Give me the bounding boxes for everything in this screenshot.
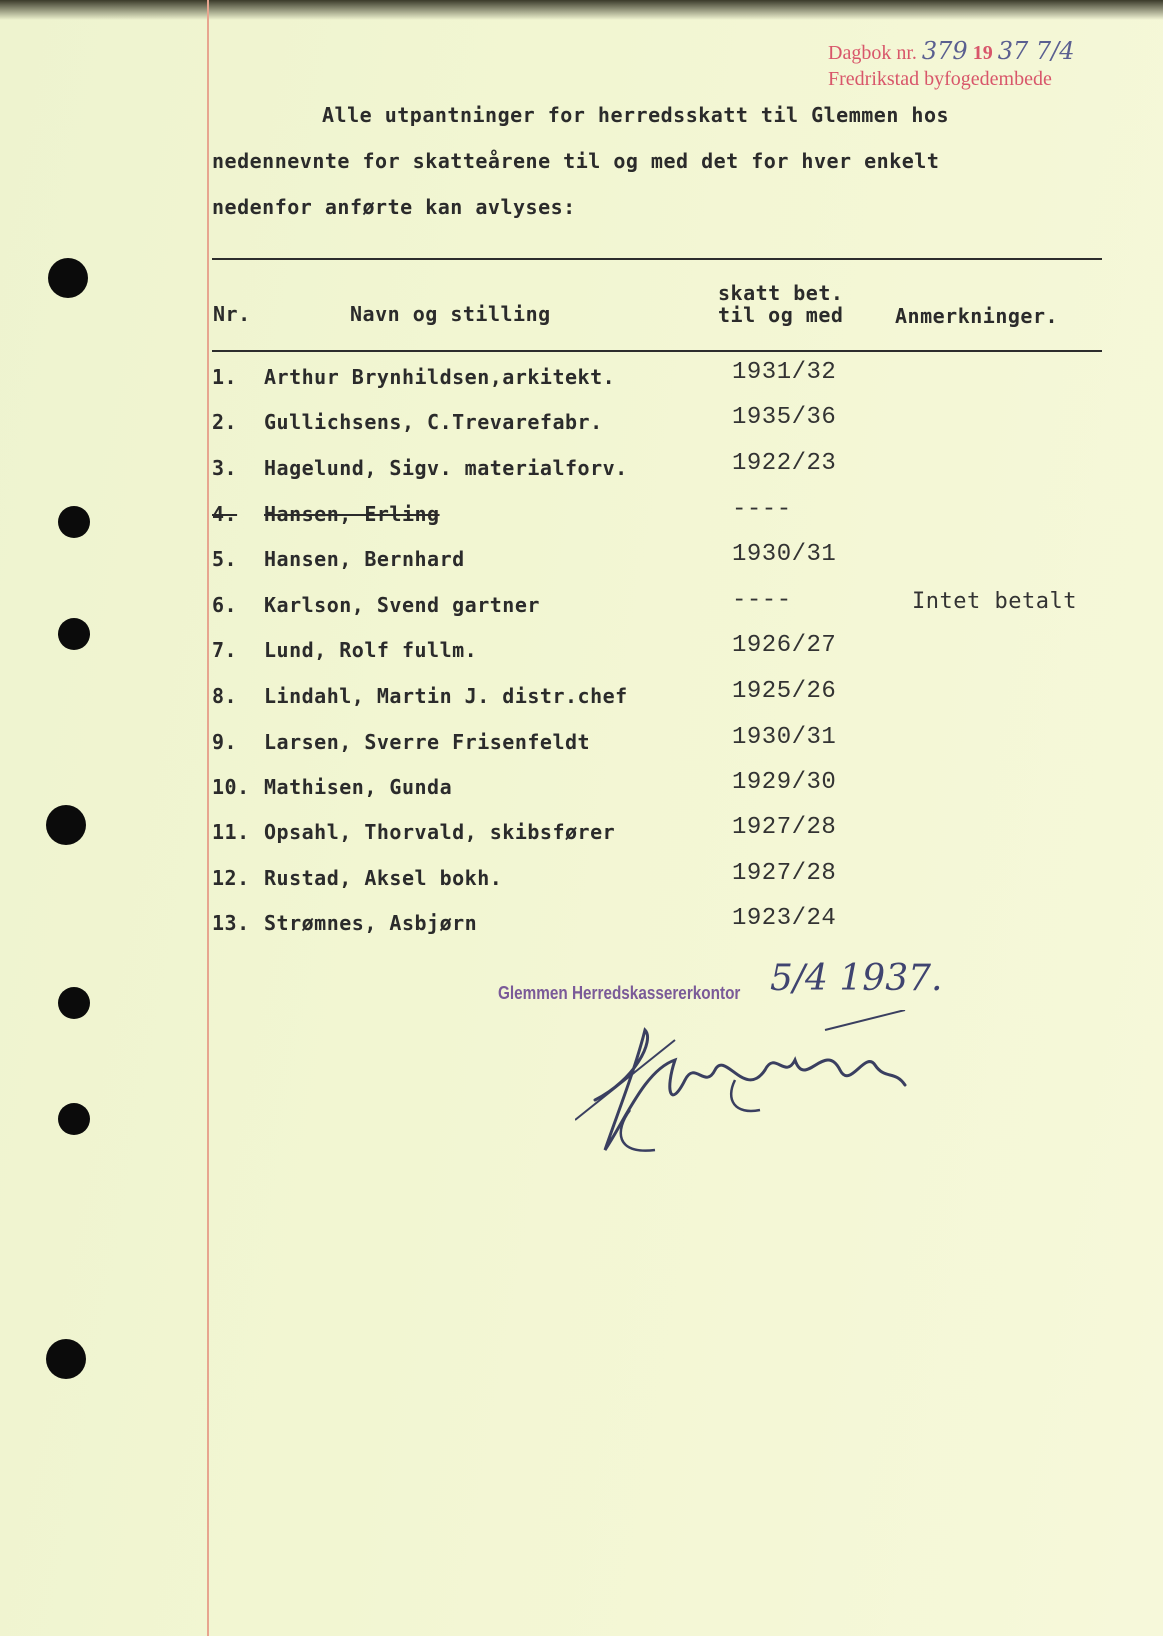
table-row <box>212 583 1092 627</box>
table-row <box>212 901 1092 945</box>
header-paid-2: til og med <box>718 303 844 327</box>
row-name: Hansen, Bernhard <box>264 547 465 571</box>
table-row <box>212 628 1092 672</box>
row-number: 6. <box>212 593 238 617</box>
row-paid-year: ---- <box>732 587 792 614</box>
table-row <box>212 765 1092 809</box>
row-number: 10. <box>212 775 250 799</box>
row-paid-year: 1923/24 <box>732 905 837 932</box>
row-number: 5. <box>212 547 238 571</box>
header-notes: Anmerkninger. <box>895 304 1059 328</box>
table-row <box>212 446 1092 490</box>
table-row <box>212 355 1092 399</box>
dagbok-number: 379 <box>921 37 968 65</box>
row-name: Strømnes, Asbjørn <box>264 911 478 935</box>
row-paid-year: 1935/36 <box>732 404 837 431</box>
punch-hole <box>46 1339 86 1379</box>
row-number: 13. <box>212 911 250 935</box>
row-number: 2. <box>212 410 238 434</box>
punch-hole <box>46 805 86 845</box>
row-paid-year: 1930/31 <box>732 541 837 568</box>
row-paid-year: 1922/23 <box>732 450 837 477</box>
header-name: Navn og stilling <box>350 302 551 326</box>
table-row <box>212 674 1092 718</box>
office-stamp: Glemmen Herredskassererkontor <box>498 983 741 1003</box>
dagbok-label: Dagbok nr. <box>828 42 917 64</box>
row-number: 11. <box>212 820 250 844</box>
punch-hole <box>58 618 90 650</box>
intro-paragraph <box>212 92 1112 230</box>
table-row <box>212 400 1092 444</box>
punch-hole <box>58 987 90 1019</box>
intro-line-1: Alle utpantninger for herredsskatt til Glemmen hos <box>322 103 950 127</box>
row-name: Hagelund, Sigv. materialforv. <box>264 456 628 480</box>
row-name: Lund, Rolf fullm. <box>264 638 478 662</box>
row-number: 8. <box>212 684 238 708</box>
header-nr: Nr. <box>213 302 251 326</box>
page-edge-shadow <box>0 0 1163 20</box>
table-row <box>212 810 1092 854</box>
row-number: 4. <box>212 502 238 526</box>
table-row <box>212 537 1092 581</box>
row-number: 1. <box>212 365 238 389</box>
header-paid-1: skatt bet. <box>718 281 844 305</box>
row-paid-year: 1927/28 <box>732 814 837 841</box>
row-name: Opsahl, Thorvald, skibsfører <box>264 820 616 844</box>
margin-line <box>207 0 209 1636</box>
punch-hole <box>48 258 88 298</box>
row-paid-year: 1929/30 <box>732 769 837 796</box>
punch-hole <box>58 1103 90 1135</box>
row-name: Lindahl, Martin J. distr.chef <box>264 684 628 708</box>
row-paid-year: 1926/27 <box>732 632 837 659</box>
signature-image <box>575 1010 935 1160</box>
row-name: Arthur Brynhildsen,arkitekt. <box>264 365 616 389</box>
row-name: Hansen, Erling <box>264 502 440 526</box>
row-paid-year: ---- <box>732 496 792 523</box>
table-row <box>212 492 1092 536</box>
row-name: Mathisen, Gunda <box>264 775 453 799</box>
dagbok-date: 37 7/4 <box>997 37 1075 65</box>
row-number: 12. <box>212 866 250 890</box>
dagbok-year-prefix: 19 <box>972 42 993 64</box>
row-paid-year: 1927/28 <box>732 860 837 887</box>
row-name: Rustad, Aksel bokh. <box>264 866 503 890</box>
row-paid-year: 1931/32 <box>732 359 837 386</box>
intro-line-2: nedennevnte for skatteårene til og med det for hver enkelt <box>212 149 940 173</box>
intro-line-3: nedenfor anførte kan avlyses: <box>212 195 576 219</box>
punch-hole <box>58 506 90 538</box>
row-number: 3. <box>212 456 238 480</box>
row-note: Intet betalt <box>912 589 1077 614</box>
table-row <box>212 856 1092 900</box>
registration-stamp <box>828 38 1138 92</box>
row-name: Karlson, Svend gartner <box>264 593 540 617</box>
row-paid-year: 1930/31 <box>732 724 837 751</box>
table-row <box>212 720 1092 764</box>
row-number: 7. <box>212 638 238 662</box>
table-top-rule <box>212 258 1102 260</box>
row-name: Gullichsens, C.Trevarefabr. <box>264 410 603 434</box>
table-header-rule <box>212 350 1102 352</box>
row-name: Larsen, Sverre Frisenfeldt <box>264 730 591 754</box>
court-name: Fredrikstad byfogedembede <box>828 68 1052 90</box>
handwritten-date: 5/4 1937. <box>770 958 943 999</box>
row-paid-year: 1925/26 <box>732 678 837 705</box>
row-number: 9. <box>212 730 238 754</box>
